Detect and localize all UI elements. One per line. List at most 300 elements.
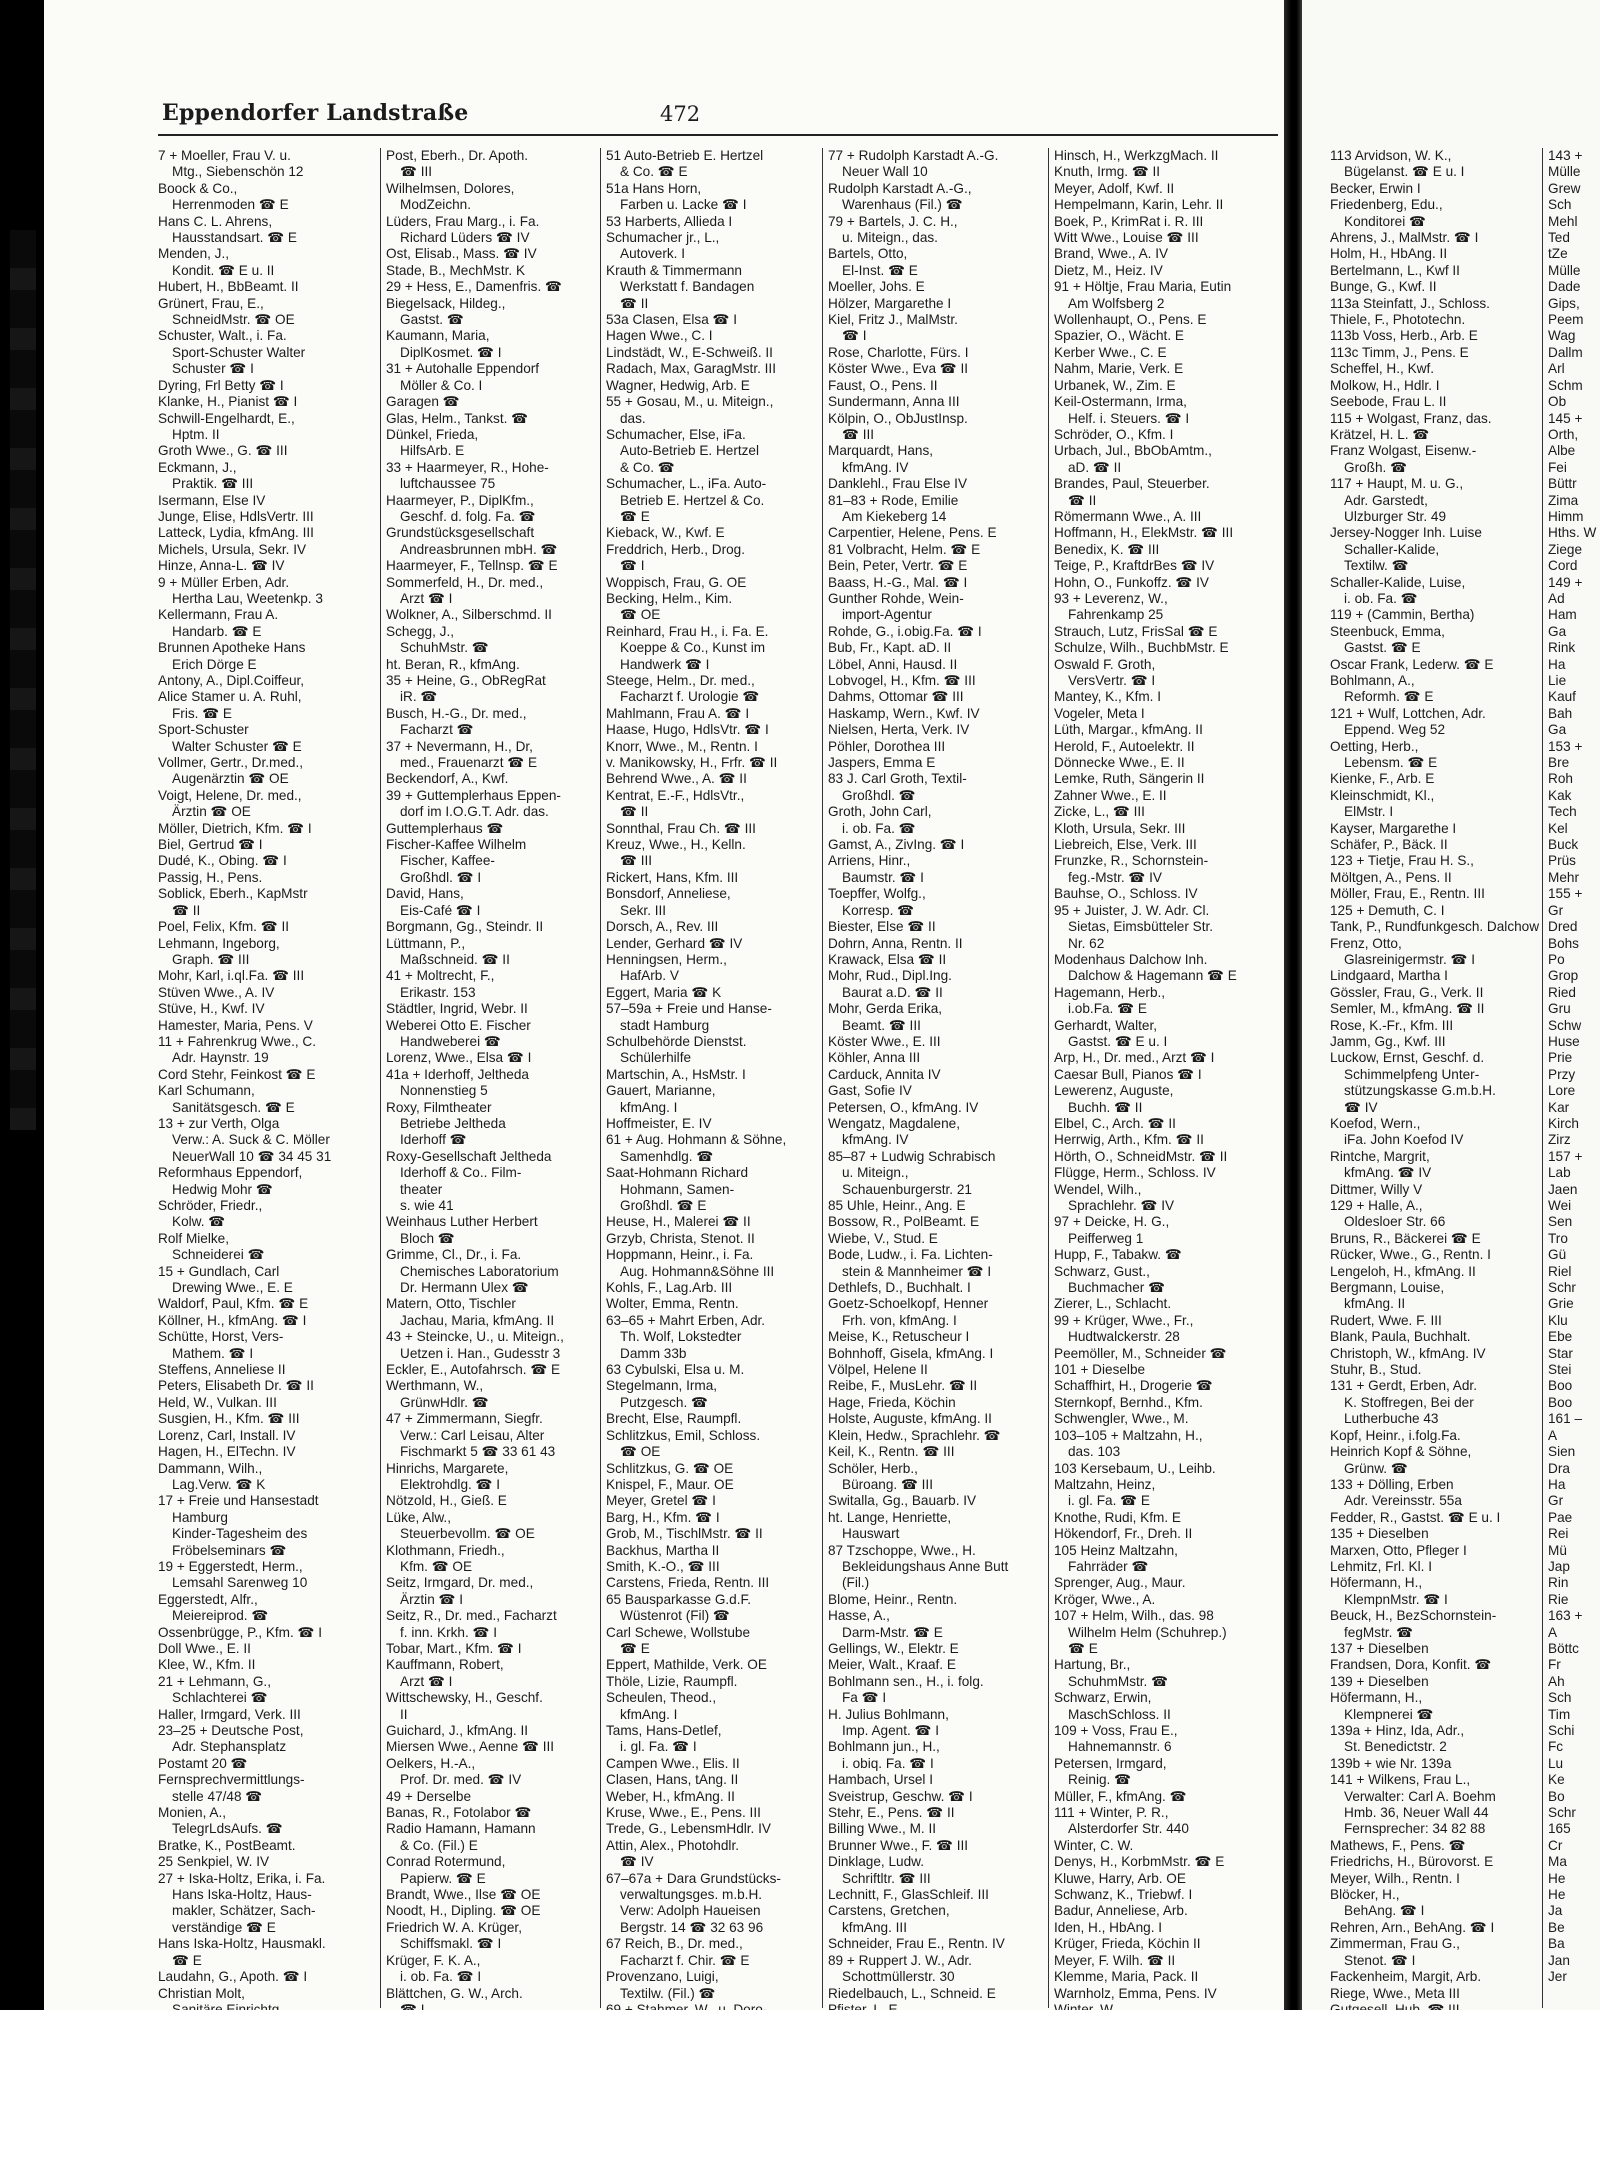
directory-entry: St. Benedictstr. 2: [1344, 1739, 1447, 1755]
directory-entry: Bohlmann, A.,: [1330, 673, 1415, 688]
directory-entry: Fischmarkt 5 ☎ 33 61 43: [400, 1444, 556, 1460]
directory-entry: Martschin, A., HsMstr. I: [606, 1066, 746, 1082]
directory-entry: Badur, Anneliese, Arb.: [1054, 1903, 1188, 1919]
directory-entry: Schm: [1548, 377, 1583, 393]
directory-entry: Samenhdlg. ☎: [620, 1148, 714, 1164]
directory-entry: 131 + Gerdt, Erben, Adr.: [1330, 1378, 1477, 1394]
directory-entry: kfmAng. I: [620, 1099, 678, 1115]
directory-entry: feg.-Mstr. ☎ IV: [1068, 869, 1162, 885]
directory-entry: 51a Hans Horn,: [606, 180, 702, 196]
directory-entry: Fc: [1548, 1739, 1564, 1755]
directory-entry: Kiel, Fritz J., MalMstr.: [828, 312, 958, 328]
directory-entry: Riel: [1548, 1263, 1572, 1279]
directory-entry: Maltzahn, Heinz,: [1054, 1476, 1156, 1492]
directory-entry: Waldorf, Paul, Kfm. ☎ E: [158, 1296, 309, 1312]
directory-entry: Antony, A., Dipl.Coiffeur,: [158, 673, 305, 688]
directory-entry: Am Kiekeberg 14: [842, 508, 947, 524]
directory-entry: Bre: [1548, 755, 1570, 771]
directory-entry: Hörth, O., SchneidMstr. ☎ II: [1054, 1148, 1228, 1164]
directory-entry: Kayser, Margarethe I: [1330, 820, 1457, 836]
directory-entry: Stegelmann, Irma,: [606, 1378, 718, 1394]
directory-entry: Mehr: [1548, 869, 1579, 885]
directory-entry: 51 Auto-Betrieb E. Hertzel: [606, 148, 764, 163]
directory-entry: Römermann Wwe., A. III: [1054, 508, 1202, 524]
directory-entry: Lechnitt, F., GlasSchleif. III: [828, 1887, 989, 1903]
directory-entry: Bohnhoff, Gisela, kfmAng. I: [828, 1345, 994, 1361]
directory-entry: Modenhaus Dalchow Inh.: [1054, 951, 1208, 967]
directory-entry: Sport-Schuster: [158, 722, 249, 738]
directory-entry: Kerber Wwe., C. E: [1054, 344, 1167, 360]
directory-entry: Rolf Mielke,: [158, 1230, 230, 1246]
directory-entry: Garagen ☎: [386, 394, 460, 410]
street-header: Eppendorfer Landstraße: [162, 100, 469, 126]
directory-entry: 123 + Tietje, Frau H. S.,: [1330, 853, 1474, 869]
directory-entry: Roh: [1548, 771, 1573, 787]
directory-entry: Lüders, Frau Marg., i. Fa.: [386, 213, 540, 229]
directory-entry: Held, W., Vulkan. III: [158, 1394, 277, 1410]
directory-entry: Ebe: [1548, 1329, 1573, 1345]
directory-entry: Friedrich W. A. Krüger,: [386, 1919, 522, 1935]
directory-entry: Dorsch, A., Rev. III: [606, 919, 719, 935]
directory-entry: Tank, P., Rundfunkgesch. Dalchow: [1330, 919, 1540, 935]
directory-entry: Putzgesch. ☎: [620, 1394, 708, 1410]
directory-entry: Soblick, Eberh., KapMstr: [158, 886, 308, 902]
directory-entry: Seebode, Frau L. II: [1330, 394, 1447, 410]
directory-entry: Jap: [1548, 1558, 1570, 1574]
directory-entry: Friedrichs, H., Bürovorst. E: [1330, 1854, 1494, 1870]
directory-entry: Bah: [1548, 705, 1573, 721]
directory-entry: kfmAng. II: [1344, 1296, 1406, 1312]
directory-entry: Conrad Rotermund,: [386, 1854, 506, 1870]
directory-entry: Rose, K.-Fr., Kfm. III: [1330, 1017, 1454, 1033]
directory-entry: Lore: [1548, 1083, 1576, 1099]
directory-entry: Friedenberg, Edu.,: [1330, 197, 1443, 213]
directory-entry: Schaffhirt, H., Drogerie ☎: [1054, 1378, 1213, 1394]
directory-entry: 139a + Hinz, Ida, Adr.,: [1330, 1723, 1465, 1738]
directory-entry: Tim: [1548, 1706, 1571, 1722]
directory-entry: das.: [620, 410, 646, 426]
directory-entry: Wei: [1548, 1198, 1572, 1213]
directory-entry: 121 + Wulf, Lottchen, Adr.: [1330, 705, 1486, 721]
directory-entry: Kel: [1548, 820, 1568, 836]
directory-entry: Benedix, K. ☎ III: [1054, 541, 1160, 557]
directory-entry: 99 + Krüger, Wwe., Fr.,: [1054, 1312, 1194, 1328]
directory-entry: Laudahn, G., Apoth. ☎ I: [158, 1969, 308, 1985]
directory-entry: Schröder, Friedr.,: [158, 1198, 263, 1213]
directory-entry: Witt Wwe., Louise ☎ III: [1054, 230, 1199, 246]
directory-entry: Rei: [1548, 1526, 1569, 1542]
directory-entry: ☎ E: [1068, 1640, 1098, 1656]
directory-entry: 137 + Dieselben: [1330, 1640, 1429, 1656]
directory-entry: Bub, Fr., Kapt. aD. II: [828, 640, 952, 656]
directory-entry: Klemme, Maria, Pack. II: [1054, 1969, 1199, 1985]
directory-entry: Ted: [1548, 230, 1570, 246]
directory-entry: Wilhelmsen, Dolores,: [386, 180, 515, 196]
directory-entry: ☎ OE: [620, 1444, 661, 1460]
directory-entry: Oswald F. Groth,: [1054, 656, 1156, 672]
directory-entry: Stüve, H., Kwf. IV: [158, 1001, 265, 1017]
directory-entry: Peemöller, M., Schneider ☎: [1054, 1345, 1227, 1361]
directory-entry: & Co. ☎ E: [620, 164, 688, 180]
directory-entry: Textilw. ☎: [1344, 558, 1409, 574]
directory-entry: Hupp, F., Tabakw. ☎: [1054, 1247, 1182, 1263]
directory-entry: Kar: [1548, 1099, 1570, 1115]
directory-entry: 43 + Steincke, U., u. Miteign.,: [386, 1329, 564, 1345]
directory-entry: Stuhr, B., Stud.: [1330, 1362, 1422, 1378]
directory-entry: Bo: [1548, 1788, 1565, 1804]
directory-entry: Lüth, Margar., kfmAng. II: [1054, 722, 1203, 738]
directory-entry: Reinig. ☎: [1068, 1772, 1132, 1788]
directory-entry: Imp. Agent. ☎ I: [842, 1723, 940, 1738]
directory-entry: Weberei Otto E. Fischer: [386, 1017, 531, 1033]
directory-entry: & Co. (Fil.) E: [400, 1837, 478, 1853]
directory-entry: iR. ☎: [400, 689, 438, 705]
directory-entry: Schr: [1548, 1280, 1576, 1296]
directory-entry: Fei: [1548, 459, 1567, 475]
directory-entry: Rin: [1548, 1575, 1569, 1591]
directory-entry: Grew: [1548, 180, 1581, 196]
directory-entry: Rickert, Hans, Kfm. III: [606, 869, 739, 885]
directory-entry: Mathews, F., Pens. ☎: [1330, 1837, 1466, 1853]
directory-entry: Haase, Hugo, HdlsVtr. ☎ I: [606, 722, 769, 738]
directory-entry: Klempnerei ☎: [1344, 1706, 1434, 1722]
directory-entry: He: [1548, 1870, 1566, 1886]
directory-entry: Schuster ☎ I: [172, 361, 254, 377]
directory-entry: Biester, Else ☎ II: [828, 919, 936, 935]
directory-entry: Holm, H., HbAng. II: [1330, 246, 1448, 262]
directory-entry: Bode, Ludw., i. Fa. Lichten-: [828, 1247, 993, 1263]
directory-entry: Köllner, H., kfmAng. ☎ I: [158, 1312, 307, 1328]
directory-entry: Bartels, Otto,: [828, 246, 908, 262]
scan-border-strip: [0, 0, 44, 2010]
directory-entry: 113 Arvidson, W. K.,: [1330, 148, 1452, 163]
directory-entry: Lemsahl Sarenweg 10: [172, 1575, 308, 1591]
directory-entry: Betrieb E. Hertzel & Co.: [620, 492, 765, 508]
directory-entry: Keil-Ostermann, Irma,: [1054, 394, 1187, 410]
directory-entry: Seitz, R., Dr. med., Facharzt: [386, 1608, 557, 1624]
directory-entry: Marxen, Otto, Pfleger I: [1330, 1542, 1467, 1558]
directory-entry: Helf. i. Steuers. ☎ I: [1068, 410, 1190, 426]
directory-entry: Hökendorf, Fr., Dreh. II: [1054, 1526, 1193, 1542]
directory-entry: Verw.: Carl Leisau, Alter: [400, 1427, 545, 1443]
directory-entry: verwaltungsges. m.b.H.: [620, 1887, 763, 1903]
directory-entry: Carpentier, Helene, Pens. E: [828, 525, 997, 541]
directory-entry: Stüven Wwe., A. IV: [158, 984, 275, 1000]
directory-entry: Möller, Frau, E., Rentn. III: [1330, 886, 1485, 902]
directory-entry: Billing Wwe., M. II: [828, 1821, 937, 1837]
directory-column-7-cut: [1548, 148, 1600, 2008]
directory-entry: Bertelmann, L., Kwf II: [1330, 262, 1460, 278]
directory-entry: Auto-Betrieb E. Hertzel: [620, 443, 760, 459]
directory-entry: 83 J. Carl Groth, Textil-: [828, 771, 967, 787]
directory-entry: Urbanek, W., Zim. E: [1054, 377, 1176, 393]
directory-entry: Spazier, O., Wächt. E: [1054, 328, 1184, 344]
directory-entry: Bratke, K., PostBeamt.: [158, 1837, 296, 1853]
directory-entry: Orth,: [1548, 426, 1579, 442]
directory-entry: Schimmelpfeng Unter-: [1344, 1066, 1480, 1082]
directory-column-5: [1048, 148, 1282, 2008]
directory-entry: 93 + Leverenz, W.,: [1054, 590, 1168, 606]
directory-entry: Kfm. ☎ OE: [400, 1558, 473, 1574]
directory-entry: Tech: [1548, 804, 1577, 820]
book-gutter: [1284, 0, 1302, 2010]
directory-entry: Krüger, F. K. A.,: [386, 1952, 481, 1968]
directory-entry: Grie: [1548, 1296, 1574, 1312]
directory-entry: Ba: [1548, 1936, 1565, 1952]
directory-entry: Sveistrup, Geschw. ☎ I: [828, 1788, 973, 1804]
directory-entry: Dethlefs, D., Buchhalt. I: [828, 1280, 971, 1296]
directory-entry: Mathem. ☎ I: [172, 1345, 254, 1361]
directory-entry: stadt Hamburg: [620, 1017, 710, 1033]
directory-entry: Rücker, Wwe., G., Rentn. I: [1330, 1247, 1491, 1263]
directory-entry: Biegelsack, Hildeg.,: [386, 295, 506, 311]
directory-entry: Peifferweg 1: [1068, 1230, 1144, 1246]
directory-entry: Oetting, Herb.,: [1330, 738, 1419, 754]
directory-entry: Luckow, Ernst, Geschf. d.: [1330, 1050, 1485, 1066]
directory-entry: Schlitzkus, Emil, Schloss.: [606, 1427, 761, 1443]
directory-entry: Henningsen, Herm.,: [606, 951, 727, 967]
directory-entry: Kondit. ☎ E u. II: [172, 262, 275, 278]
directory-entry: Hinsch, H., WerkzgMach. II: [1054, 148, 1219, 163]
directory-entry: Mohr, Rud., Dipl.Ing.: [828, 968, 952, 984]
directory-entry: Krüger, Frieda, Köchin II: [1054, 1936, 1201, 1952]
directory-entry: Dalchow & Hagemann ☎ E: [1068, 968, 1237, 984]
directory-entry: Büroang. ☎ III: [842, 1476, 933, 1492]
directory-entry: Jaspers, Emma E: [828, 755, 936, 771]
directory-entry: Facharzt f. Chir. ☎ E: [620, 1952, 750, 1968]
directory-entry: Steenbuck, Emma,: [1330, 623, 1445, 639]
directory-entry: Carstens, Gretchen,: [828, 1903, 950, 1919]
directory-entry: Kieback, W., Kwf. E: [606, 525, 725, 541]
directory-entry: 29 + Hess, E., Damenfris. ☎: [386, 279, 562, 295]
directory-entry: Toepffer, Wolfg.,: [828, 886, 926, 902]
directory-entry: Betriebe Jeltheda: [400, 1115, 506, 1131]
directory-entry: Dahms, Ottomar ☎ III: [828, 689, 964, 705]
directory-entry: kfmAng. I: [620, 1706, 678, 1722]
directory-entry: Bohlmann sen., H., i. folg.: [828, 1673, 984, 1689]
directory-entry: Star: [1548, 1345, 1573, 1361]
directory-entry: Iderhoff ☎: [400, 1132, 467, 1148]
directory-entry: Sommerfeld, H., Dr. med.,: [386, 574, 544, 590]
directory-entry: Himm: [1548, 508, 1584, 524]
directory-entry: Werkstatt f. Bandagen: [620, 279, 755, 295]
directory-entry: Gips,: [1548, 295, 1580, 311]
directory-entry: Faust, O., Pens. II: [828, 377, 938, 393]
directory-entry: Elbel, C., Arch. ☎ II: [1054, 1115, 1176, 1131]
directory-entry: Hths. W: [1548, 525, 1597, 541]
directory-entry: Eis-Café ☎ I: [400, 902, 481, 918]
directory-entry: 135 + Dieselben: [1330, 1526, 1429, 1542]
directory-entry: Müller, F., kfmAng. ☎: [1054, 1788, 1187, 1804]
directory-entry: Michels, Ursula, Sekr. IV: [158, 541, 307, 557]
directory-entry: Buck: [1548, 837, 1579, 853]
directory-entry: Schwanz, K., Triebwf. I: [1054, 1887, 1193, 1903]
directory-entry: 11 + Fahrenkrug Wwe., C.: [158, 1033, 317, 1049]
directory-entry: 139b + wie Nr. 139a: [1330, 1755, 1452, 1771]
directory-entry: Facharzt ☎: [400, 722, 474, 738]
directory-entry: Zima: [1548, 492, 1579, 508]
directory-entry: Lag.Verw. ☎ K: [172, 1476, 266, 1492]
directory-entry: Baurat a.D. ☎ II: [842, 984, 943, 1000]
directory-entry: Autoverk. I: [620, 246, 685, 262]
directory-entry: Blome, Heinr., Rentn.: [828, 1591, 958, 1607]
directory-entry: Cord Stehr, Feinkost ☎ E: [158, 1066, 316, 1082]
directory-entry: Ost, Elisab., Mass. ☎ IV: [386, 246, 537, 262]
directory-entry: Hamburg: [172, 1509, 228, 1525]
directory-entry: Schuster, Walt., i. Fa.: [158, 328, 287, 344]
directory-entry: Kauffmann, Robert,: [386, 1657, 504, 1673]
directory-entry: Lu: [1548, 1755, 1564, 1771]
directory-entry: Christoph, W., kfmAng. IV: [1330, 1345, 1486, 1361]
directory-entry: Adr. Stephansplatz: [172, 1739, 287, 1755]
directory-entry: Mohr, Gerda Erika,: [828, 1001, 943, 1017]
directory-entry: Mahlmann, Frau A. ☎ I: [606, 705, 750, 721]
directory-entry: Wollenhaupt, O., Pens. E: [1054, 312, 1207, 328]
directory-entry: 85 Uhle, Heinr., Ang. E: [828, 1198, 966, 1213]
directory-entry: BehAng. ☎ I: [1344, 1903, 1425, 1919]
directory-entry: 117 + Haupt, M. u. G.,: [1330, 476, 1464, 492]
directory-entry: Ärztin ☎ I: [400, 1591, 464, 1607]
directory-entry: Reinhard, Frau H., i. Fa. E.: [606, 623, 769, 639]
directory-entry: Bergstr. 14 ☎ 32 63 96: [620, 1919, 764, 1935]
directory-entry: Konditorei ☎: [1344, 213, 1426, 229]
directory-entry: He: [1548, 1887, 1566, 1903]
directory-entry: stützungskasse G.m.b.H.: [1344, 1083, 1496, 1099]
directory-entry: DiplKosmet. ☎ I: [400, 344, 502, 360]
directory-entry: Zimmerman, Frau G.,: [1330, 1936, 1460, 1952]
directory-entry: 113a Steinfatt, J., Schloss.: [1330, 295, 1490, 311]
directory-entry: Ahrens, J., MalMstr. ☎ I: [1330, 230, 1479, 246]
directory-entry: 37 + Nevermann, H., Dr,: [386, 738, 533, 754]
directory-entry: HilfsArb. E: [400, 443, 465, 459]
directory-entry: Dünkel, Frieda,: [386, 426, 479, 442]
directory-entry: Fernsprechvermittlungs-: [158, 1772, 305, 1788]
directory-entry: Meier, Walt., Kraaf. E: [828, 1657, 956, 1673]
directory-entry: 57–59a + Freie und Hanse-: [606, 1001, 772, 1017]
directory-entry: Bein, Peter, Vertr. ☎ E: [828, 558, 968, 574]
directory-entry: kfmAng. IV: [842, 1132, 909, 1148]
directory-entry: Brunner Wwe., F. ☎ III: [828, 1837, 969, 1853]
directory-entry: 101 + Dieselbe: [1054, 1362, 1146, 1378]
directory-entry: ☎ I: [620, 558, 645, 574]
directory-entry: Dallm: [1548, 344, 1583, 360]
directory-entry: 113b Voss, Herb., Arb. E: [1330, 328, 1478, 344]
directory-entry: Werthmann, W.,: [386, 1378, 484, 1394]
directory-entry: Chemisches Laboratorium: [400, 1263, 559, 1279]
directory-entry: i. ob. Fa. ☎: [1344, 590, 1418, 606]
directory-entry: Frenz, Otto,: [1330, 935, 1402, 951]
directory-entry: Brand, Wwe., A. IV: [1054, 246, 1169, 262]
directory-entry: Ärztin ☎ OE: [172, 804, 251, 820]
directory-entry: Po: [1548, 951, 1565, 967]
directory-entry: Zicke, L., ☎ III: [1054, 804, 1145, 820]
directory-entry: Gunther Rohde, Wein-: [828, 590, 964, 606]
directory-entry: Huse: [1548, 1033, 1580, 1049]
directory-entry: Ga: [1548, 623, 1567, 639]
directory-entry: Gerhardt, Walter,: [1054, 1017, 1157, 1033]
directory-entry: Grob, M., TischlMstr. ☎ II: [606, 1526, 763, 1542]
directory-entry: Fedder, R., Gastst. ☎ E u. I: [1330, 1509, 1501, 1525]
directory-entry: 41 + Moltrecht, F.,: [386, 968, 495, 984]
directory-entry: Schwengler, Wwe., M.: [1054, 1411, 1189, 1427]
directory-entry: iFa. John Koefod IV: [1344, 1132, 1464, 1148]
directory-entry: kfmAng. ☎ IV: [1344, 1165, 1432, 1181]
directory-entry: stein & Mannheimer ☎ I: [842, 1263, 992, 1279]
directory-entry: Schiffsmakl. ☎ I: [400, 1936, 502, 1952]
directory-entry: Scheffel, H., Kwf.: [1330, 361, 1435, 377]
directory-entry: Stei: [1548, 1362, 1572, 1378]
directory-entry: Nonnenstieg 5: [400, 1083, 488, 1099]
directory-entry: Hoppmann, Heinr., i. Fa.: [606, 1247, 754, 1263]
directory-entry: 27 + Iska-Holtz, Erika, i. Fa.: [158, 1870, 326, 1886]
directory-entry: Flügge, Herm., Schloss. IV: [1054, 1165, 1216, 1181]
directory-entry: Carstens, Frieda, Rentn. III: [606, 1575, 770, 1591]
directory-entry: 31 + Autohalle Eppendorf: [386, 361, 540, 377]
directory-entry: Ad: [1548, 590, 1565, 606]
directory-entry: 13 + zur Verth, Olga: [158, 1115, 280, 1131]
directory-entry: Dr. Hermann Ulex ☎: [400, 1280, 529, 1296]
directory-entry: GrünwHdlr. ☎: [400, 1394, 489, 1410]
directory-entry: Zirz: [1548, 1132, 1571, 1148]
directory-entry: Reformh. ☎ E: [1344, 689, 1434, 705]
directory-entry: Elektrohdlg. ☎ I: [400, 1476, 501, 1492]
directory-entry: 39 + Guttemplerhaus Eppen-: [386, 787, 561, 803]
directory-entry: Klein, Hedw., Sprachlehr. ☎: [828, 1427, 1001, 1443]
directory-entry: Köster Wwe., E. III: [828, 1033, 941, 1049]
directory-entry: Kleinschmidt, Kl.,: [1330, 787, 1435, 803]
directory-entry: HafArb. V: [620, 968, 679, 984]
directory-entry: Marquardt, Hans,: [828, 443, 934, 459]
directory-entry: ☎ III: [400, 164, 433, 180]
directory-entry: Klothmann, Friedh.,: [386, 1542, 505, 1558]
directory-entry: Boo: [1548, 1394, 1573, 1410]
directory-entry: Hagen Wwe., C. I: [606, 328, 713, 344]
directory-entry: Darm-Mstr. ☎ E: [842, 1624, 943, 1640]
directory-entry: Hambach, Ursel I: [828, 1772, 934, 1788]
directory-entry: Wolter, Emma, Rentn.: [606, 1296, 739, 1312]
directory-entry: Löbel, Anni, Hausd. II: [828, 656, 958, 672]
directory-entry: Prüs: [1548, 853, 1576, 869]
directory-entry: Riedelbauch, L., Schneid. E: [828, 1985, 996, 2001]
directory-entry: TelegrLdsAufs. ☎: [172, 1821, 283, 1837]
directory-entry: Pae: [1548, 1509, 1573, 1525]
directory-entry: Iderhoff & Co.. Film-: [400, 1165, 522, 1181]
directory-entry: Jaen: [1548, 1181, 1578, 1197]
directory-entry: 63–65 + Mahrt Erben, Adr.: [606, 1312, 766, 1328]
directory-entry: 149 +: [1548, 574, 1583, 590]
directory-entry: Uetzen i. Han., Gudesstr 3: [400, 1345, 561, 1361]
directory-entry: Meyer, F. Wilh. ☎ II: [1054, 1952, 1176, 1968]
directory-entry: Verw: Adolph Haueisen: [620, 1903, 761, 1919]
directory-entry: Glas, Helm., Tankst. ☎: [386, 410, 529, 426]
directory-entry: 7 + Moeller, Frau V. u.: [158, 148, 291, 163]
directory-entry: VersVertr. ☎ I: [1068, 673, 1156, 688]
directory-entry: Knuth, Irmg. ☎ II: [1054, 164, 1161, 180]
directory-entry: 17 + Freie und Hansestadt: [158, 1493, 319, 1509]
directory-entry: luftchaussee 75: [400, 476, 496, 492]
directory-entry: Oscar Frank, Lederw. ☎ E: [1330, 656, 1494, 672]
directory-entry: Dittmer, Willy V: [1330, 1181, 1423, 1197]
directory-entry: Hinrichs, Margarete,: [386, 1460, 509, 1476]
directory-entry: Zierer, L., Schlacht.: [1054, 1296, 1172, 1312]
directory-entry: Molkow, H., Hdlr. I: [1330, 377, 1440, 393]
directory-entry: Th. Wolf, Lokstedter: [620, 1329, 742, 1345]
directory-entry: Schäfer, P., Bäck. II: [1330, 837, 1448, 853]
bleed-through-text: [10, 230, 36, 1130]
directory-entry: ☎ II: [620, 295, 649, 311]
directory-entry: Hertha Lau, Weetenkp. 3: [172, 590, 323, 606]
directory-entry: Möller & Co. I: [400, 377, 483, 393]
